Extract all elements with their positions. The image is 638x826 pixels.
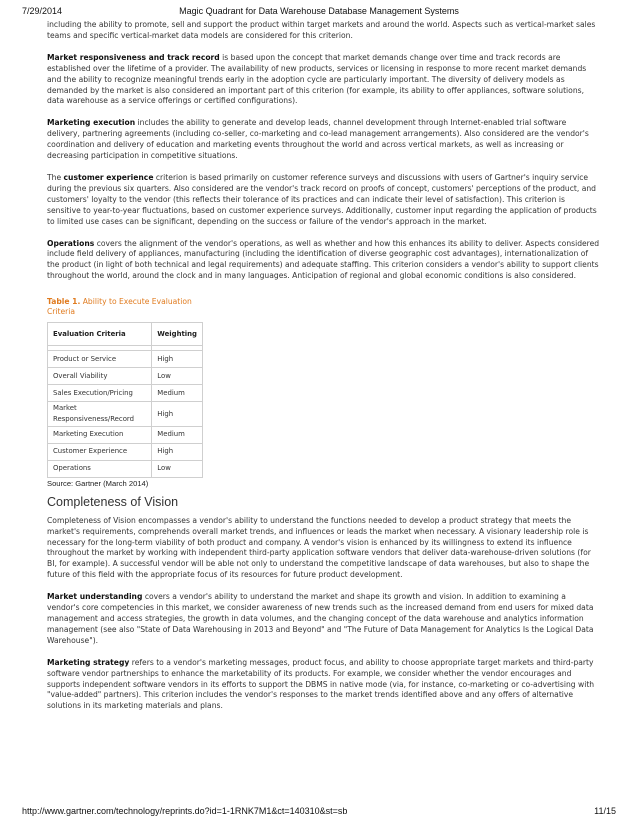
criteria-cell: Overall Viability bbox=[48, 368, 152, 385]
article-body bbox=[47, 20, 600, 723]
weighting-cell: Low bbox=[152, 460, 203, 477]
document-title: Magic Quadrant for Data Warehouse Database Management Systems bbox=[179, 6, 459, 16]
paragraph-intro-continued: including the ability to promote, sell and support the product within target markets and around the world. Aspects such as vertical-market sales teams and specific vertical-market data models are considered for this criterion. bbox=[47, 20, 596, 40]
paragraph-customer-experience bbox=[47, 173, 600, 228]
print-date: 7/29/2014 bbox=[22, 6, 63, 16]
page-number: 11/15 bbox=[594, 806, 616, 816]
table-row bbox=[48, 426, 203, 443]
weighting-cell: Low bbox=[152, 368, 203, 385]
paragraph-marketing-execution bbox=[47, 118, 600, 162]
term-marketing-execution: Marketing execution bbox=[47, 118, 136, 128]
table-row bbox=[48, 385, 203, 402]
paragraph-operations bbox=[47, 239, 600, 283]
table-row bbox=[48, 351, 203, 368]
section-heading-vision: Completeness of Vision bbox=[47, 494, 179, 509]
table-header-row bbox=[48, 323, 203, 346]
weighting-cell: Medium bbox=[152, 385, 203, 402]
weighting-cell: High bbox=[152, 402, 203, 427]
criteria-cell: Operations bbox=[48, 460, 152, 477]
table-row bbox=[48, 368, 203, 385]
paragraph-text: refers to a vendor's marketing messages, product focus, and ability to choose appropriate target markets and third-party software vendor partnerships to enhance the marketability of its products. For example, we consider whether the vendor encourages and supports independent software vendors in its efforts to support the DBMS in native mode (via, for instance, co-marketing or co-advertising with "value-added" partners). This criterion includes the vendor's responses to the market trends identified above and any offers of alternative solutions in its marketing materials and plans. bbox=[47, 657, 595, 711]
term-marketing-strategy: Marketing strategy bbox=[47, 657, 130, 667]
table-row bbox=[48, 443, 203, 460]
table-source: Source: Gartner (March 2014) bbox=[47, 478, 149, 488]
paragraph-text: is based upon the concept that market demands change over time and track records are established over the lifetime of a provider. The availability of new products, services or licensing in response to more recent market demands and the ability to recognize meaningful trends early in the adoption cycle are particularly important. The diversity of delivery models as demanded by the market is also considered an important part of this criterion (for example, its ability to offer appliances, software solutions, data warehouse as a service offerings or certified configurations). bbox=[47, 52, 587, 106]
criteria-cell: Market Responsiveness/Record bbox=[48, 402, 152, 427]
paragraph-vision-intro: Completeness of Vision encompasses a vendor's ability to understand the functions needed to develop a product strategy that meets the market's requirements, comprehends overall market trends, and influences or leads the market when necessary. A visionary leadership role is necessary for the long-term viability of both product and company. A vendor's vision is enhanced by its willingness to extend its influence throughout the market by working with independent third-party application software vendors that deliver data-warehouse-driven solutions (for BI, for example). A successful vendor will be able not only to understand the competitive landscape of data warehouses, but also to shape the future of this field with the appropriate focus of its resources for future product development. bbox=[47, 515, 591, 580]
evaluation-criteria-table bbox=[47, 322, 203, 478]
paragraph-text: includes the ability to generate and develop leads, channel development through Internet-enabled trial software delivery, partnering agreements (including co-seller, co-marketing and co-lead management arrangements). Also considered are the vendor's coordination and delivery of education and marketing events throughout the world and across vertical markets, as well as increasing or decreasing participation in competitive situations. bbox=[47, 118, 589, 161]
term-operations: Operations bbox=[47, 238, 95, 248]
page-url: http://www.gartner.com/technology/reprints.do?id=1-1RNK7M1&ct=140310&st=sb bbox=[22, 806, 348, 816]
weighting-cell: High bbox=[152, 443, 203, 460]
term-market-understanding: Market understanding bbox=[47, 592, 143, 602]
criteria-cell: Sales Execution/Pricing bbox=[48, 385, 152, 402]
table-caption-text: Ability to Execute Evaluation Criteria bbox=[47, 297, 192, 317]
paragraph-text: covers the alignment of the vendor's operations, as well as whether and how this enhances its ability to deliver. Aspects considered include field delivery of appliances, manufacturing (including the identification of diverse geographic cost advantages), internationalization of the product (in light of both technical and legal requirements) and adequate staffing. This criterion considers a vendor's ability to support clients throughout the world, around the clock and in many languages. Anticipation of regional and global economic conditions is also considered. bbox=[47, 238, 600, 281]
criteria-cell: Customer Experience bbox=[48, 443, 152, 460]
weighting-cell: High bbox=[152, 351, 203, 368]
paragraph-marketing-strategy bbox=[47, 658, 600, 713]
table-row bbox=[48, 402, 203, 427]
column-header-weighting: Weighting bbox=[152, 323, 203, 346]
table-caption bbox=[47, 297, 207, 317]
paragraph-text: covers a vendor's ability to understand the market and shape its growth and vision. In addition to examining a vendor's core competencies in this market, we consider awareness of new trends such as the increased demand from end users for mixed data management and access strategies, the growth in data volumes, and the changing concept of the data warehouse and analytics information management (see also "State of Data Warehousing in 2013 and Beyond" and "The Future of Data Management for Analytics Is the Logical Data Warehouse"). bbox=[47, 592, 594, 645]
paragraph-text: criterion is based primarily on customer reference surveys and discussions with users of Gartner's inquiry service during the previous six quarters. Also considered are the vendor's track record on proofs of concept, customers' perceptions of the product, and customers' loyalty to the vendor (this reflects their tolerance of its practices and can indicate their level of satisfaction). This criterion is sensitive to year-to-year fluctuations, based on customer experience surveys. Additionally, customer input regarding the application of products to limited use cases can be significant, depending on the success or failure of the vendor's approach in the market. bbox=[47, 172, 597, 226]
criteria-cell: Product or Service bbox=[48, 351, 152, 368]
term-market-responsiveness: Market responsiveness and track record bbox=[47, 52, 220, 62]
criteria-cell: Marketing Execution bbox=[48, 426, 152, 443]
term-customer-experience: customer experience bbox=[63, 172, 154, 182]
table-row bbox=[48, 460, 203, 477]
paragraph-market-understanding bbox=[47, 592, 600, 647]
weighting-cell: Medium bbox=[152, 426, 203, 443]
column-header-criteria: Evaluation Criteria bbox=[48, 323, 152, 346]
table-caption-label: Table 1. bbox=[47, 297, 81, 307]
paragraph-market-responsiveness bbox=[47, 53, 600, 108]
paragraph-prefix: The bbox=[47, 172, 64, 182]
